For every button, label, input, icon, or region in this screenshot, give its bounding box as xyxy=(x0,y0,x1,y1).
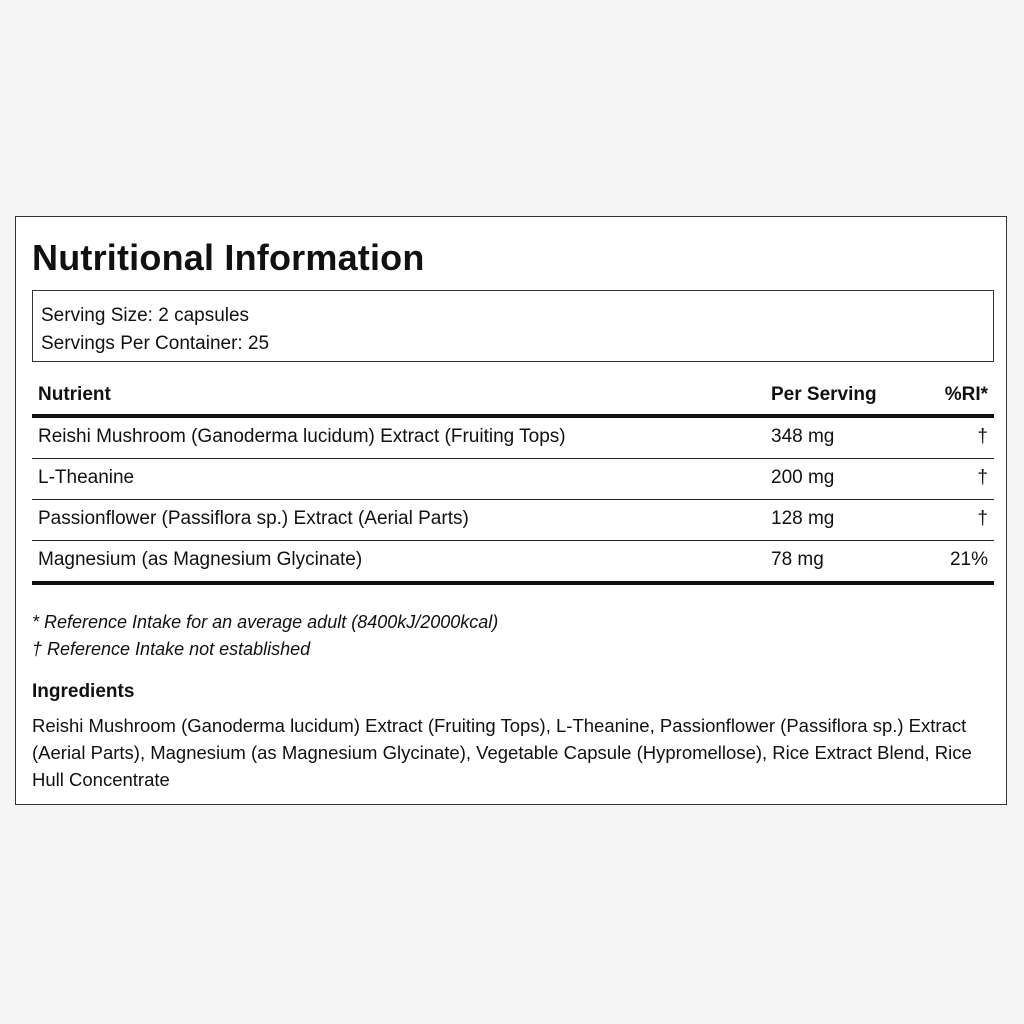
table-row xyxy=(32,500,994,541)
nutrient-ri: † xyxy=(977,508,988,529)
servings-per-container: Servings Per Container: 25 xyxy=(41,333,270,354)
ingredients-text: Reishi Mushroom (Ganoderma lucidum) Extract (Fruiting Tops), L-Theanine, Passionflower (Passiflora sp.) Extract (Aerial Parts), Magnesium (as Magnesium Glycinate), Vegetable Capsule (Hypromellose), Rice Extract Blend, Rice Hull Concentrate xyxy=(32,715,972,790)
header-per-serving: Per Serving xyxy=(771,384,877,405)
table-row xyxy=(32,459,994,500)
header-ri: %RI* xyxy=(944,384,988,405)
nutrient-name: Magnesium (as Magnesium Glycinate) xyxy=(38,549,363,570)
footnotes xyxy=(32,609,498,663)
nutrient-amount: 128 mg xyxy=(771,508,835,529)
nutrient-table xyxy=(32,377,994,585)
nutrient-ri: 21% xyxy=(949,549,988,570)
nutrient-name: Reishi Mushroom (Ganoderma lucidum) Extract (Fruiting Tops) xyxy=(38,426,566,447)
nutrient-ri: † xyxy=(977,467,988,488)
table-row xyxy=(32,541,994,585)
nutrient-ri: † xyxy=(977,426,988,447)
table-header xyxy=(32,377,994,418)
ingredients-heading: Ingredients xyxy=(32,681,135,702)
nutrient-name: Passionflower (Passiflora sp.) Extract (Aerial Parts) xyxy=(38,508,469,529)
nutrient-amount: 78 mg xyxy=(771,549,824,570)
ri-footnote: * Reference Intake for an average adult (8400kJ/2000kcal) xyxy=(32,612,499,632)
nutrition-panel xyxy=(15,216,1007,805)
dagger-footnote: † Reference Intake not established xyxy=(32,639,311,659)
nutrient-name: L-Theanine xyxy=(38,467,135,488)
table-row xyxy=(32,418,994,459)
nutrient-amount: 348 mg xyxy=(771,426,835,447)
serving-size: Serving Size: 2 capsules xyxy=(41,305,250,326)
serving-info-box xyxy=(32,290,994,362)
header-nutrient: Nutrient xyxy=(38,384,111,405)
page-title: Nutritional Information xyxy=(32,237,425,278)
nutrient-amount: 200 mg xyxy=(771,467,835,488)
